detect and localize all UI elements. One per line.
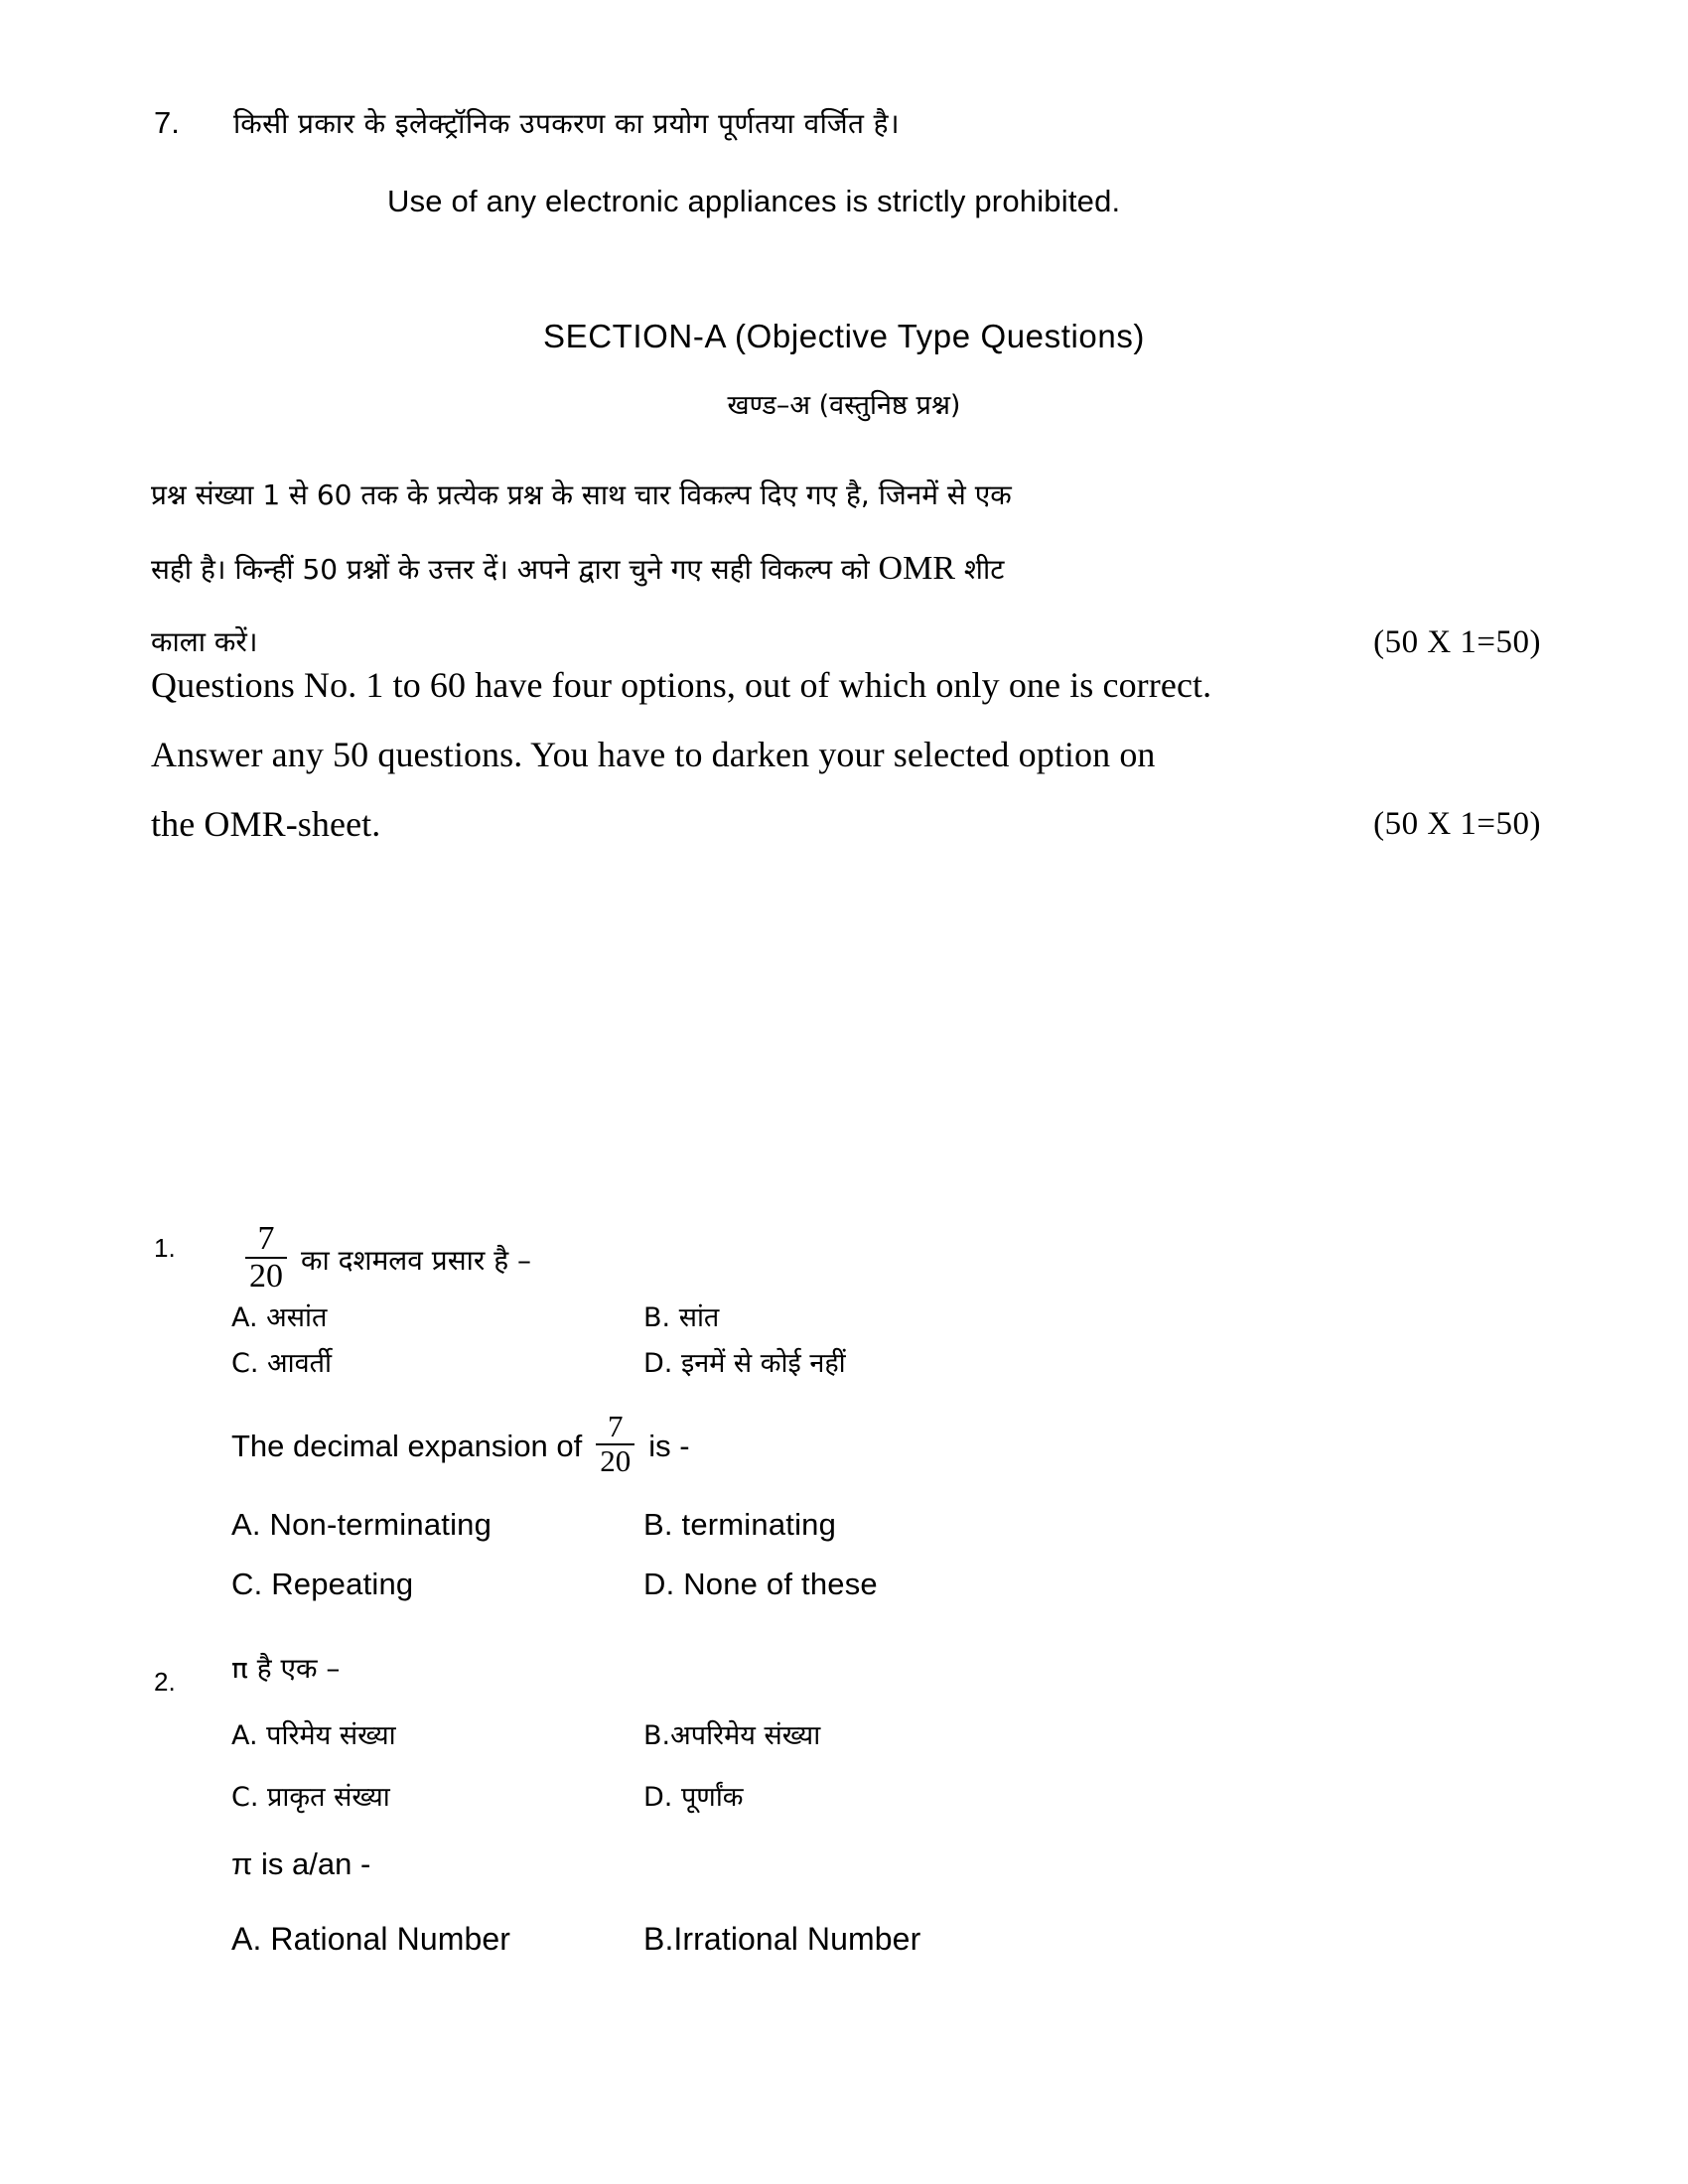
question-1-english-stem (231, 1409, 1544, 1479)
question-2-spacer-3 (231, 1882, 1544, 1908)
question-1-english-option-c[interactable]: C. Repeating (231, 1567, 414, 1602)
question-1-hindi-option-row-1 (231, 1296, 1544, 1341)
question-1-english-stem-suffix: is - (648, 1428, 690, 1463)
hindi-instruction-line-1: प्रश्न संख्या 1 से 60 तक के प्रत्येक प्रश्न के साथ चार विकल्प दिए गए है, जिनमें से एक (151, 478, 1012, 511)
question-2-english-option-b[interactable]: B.Irrational Number (643, 1921, 921, 1957)
question-1-hindi-option-a[interactable]: A. असांत (231, 1302, 328, 1334)
section-heading-hindi: खण्ड–अ (वस्तुनिष्ठ प्रश्न) (727, 390, 961, 421)
question-1-english-fraction (596, 1411, 634, 1477)
hindi-instruction-paragraph (151, 459, 1541, 679)
question-1-english-option-b[interactable]: B. terminating (643, 1507, 837, 1543)
question-2-hindi-stem: π है एक – (231, 1652, 341, 1685)
english-instruction-line-3 (151, 789, 1541, 859)
question-1-english-option-row-1 (231, 1495, 1544, 1555)
question-1-hindi-option-row-2 (231, 1341, 1544, 1387)
question-1-spacer (231, 1387, 1544, 1413)
question-1-english-option-row-2 (231, 1555, 1544, 1614)
question-1-english-fraction-numerator: 7 (608, 1409, 624, 1444)
hindi-instruction-line-2-part-a: सही है। किन्हीं 50 प्रश्नों के उत्तर दें। अपने द्वारा चुने गए सही विकल्प को (151, 553, 879, 586)
instruction-7-hindi-row (154, 104, 1544, 142)
question-2 (154, 1643, 1544, 1970)
question-1-fraction (245, 1221, 287, 1294)
question-1-hindi-stem-text: का दशमलव प्रसार है – (301, 1243, 531, 1277)
instruction-7-english-text: Use of any electronic appliances is strictly prohibited. (387, 184, 1121, 218)
section-heading-english: SECTION-A (Objective Type Questions) (542, 318, 1146, 354)
question-2-hindi-option-b[interactable]: B.अपरिमेय संख्या (643, 1720, 821, 1751)
question-2-number: 2. (154, 1667, 176, 1697)
question-2-hindi-option-a[interactable]: A. परिमेय संख्या (231, 1720, 396, 1751)
question-1-hindi-options (231, 1296, 1544, 1614)
question-1-hindi-option-b[interactable]: B. सांत (643, 1302, 720, 1334)
hindi-instruction-line-2 (151, 532, 1541, 606)
question-1-english-option-a[interactable]: A. Non-terminating (231, 1507, 492, 1543)
english-instruction-line-1: Questions No. 1 to 60 have four options, out of which only one is correct. (151, 665, 1212, 705)
question-2-hindi-option-d[interactable]: D. पूर्णांक (643, 1782, 744, 1813)
question-1-hindi-stem (231, 1209, 531, 1296)
hindi-instruction-line-2-part-b: शीट (955, 553, 1005, 586)
omr-label: OMR (878, 550, 955, 587)
question-2-hindi-option-row-1 (231, 1713, 1544, 1759)
question-1-english-stem-prefix: The decimal expansion of (231, 1428, 583, 1463)
question-2-hindi-option-row-2 (231, 1775, 1544, 1821)
english-instruction-paragraph (151, 650, 1541, 859)
question-1-number: 1. (154, 1233, 176, 1263)
instruction-7-number: 7. (154, 105, 180, 140)
question-2-spacer-0 (231, 1698, 1544, 1713)
question-1-fraction-denominator: 20 (245, 1257, 287, 1295)
english-instruction-line-3-text: the OMR-sheet. (151, 804, 381, 844)
instruction-7-hindi-text: किसी प्रकार के इलेक्ट्रॉनिक उपकरण का प्रयोग पूर्णतया वर्जित है। (233, 107, 900, 140)
question-2-hindi-stem-row (154, 1643, 1544, 1698)
question-2-hindi-option-c[interactable]: C. प्राकृत संख्या (231, 1782, 390, 1813)
question-1-fraction-numerator: 7 (257, 1220, 275, 1257)
question-1 (154, 1209, 1544, 1614)
hindi-instruction-line-3-text: काला करें। (151, 625, 258, 658)
question-1-hindi-stem-row (154, 1209, 1544, 1296)
english-instruction-marks: (50 X 1=50) (1373, 806, 1541, 842)
question-1-spacer-2 (231, 1479, 1544, 1495)
question-1-english-fraction-denominator: 20 (596, 1443, 634, 1478)
question-2-english-stem: π is a/an - (231, 1846, 371, 1881)
question-2-english-option-a[interactable]: A. Rational Number (231, 1921, 511, 1957)
question-2-hindi-options (231, 1698, 1544, 1970)
question-2-spacer-1 (231, 1759, 1544, 1775)
instruction-7-block (154, 104, 1544, 218)
question-1-hindi-option-d[interactable]: D. इनमें से कोई नहीं (643, 1348, 846, 1380)
question-1-hindi-option-c[interactable]: C. आवर्ती (231, 1348, 333, 1380)
hindi-instruction-marks: (50 X 1=50) (1373, 624, 1541, 660)
question-2-spacer-2 (231, 1821, 1544, 1846)
english-instruction-line-2: Answer any 50 questions. You have to darken your selected option on (151, 735, 1156, 774)
question-1-english-option-d[interactable]: D. None of these (643, 1567, 878, 1602)
question-2-english-option-row-1 (231, 1908, 1544, 1970)
